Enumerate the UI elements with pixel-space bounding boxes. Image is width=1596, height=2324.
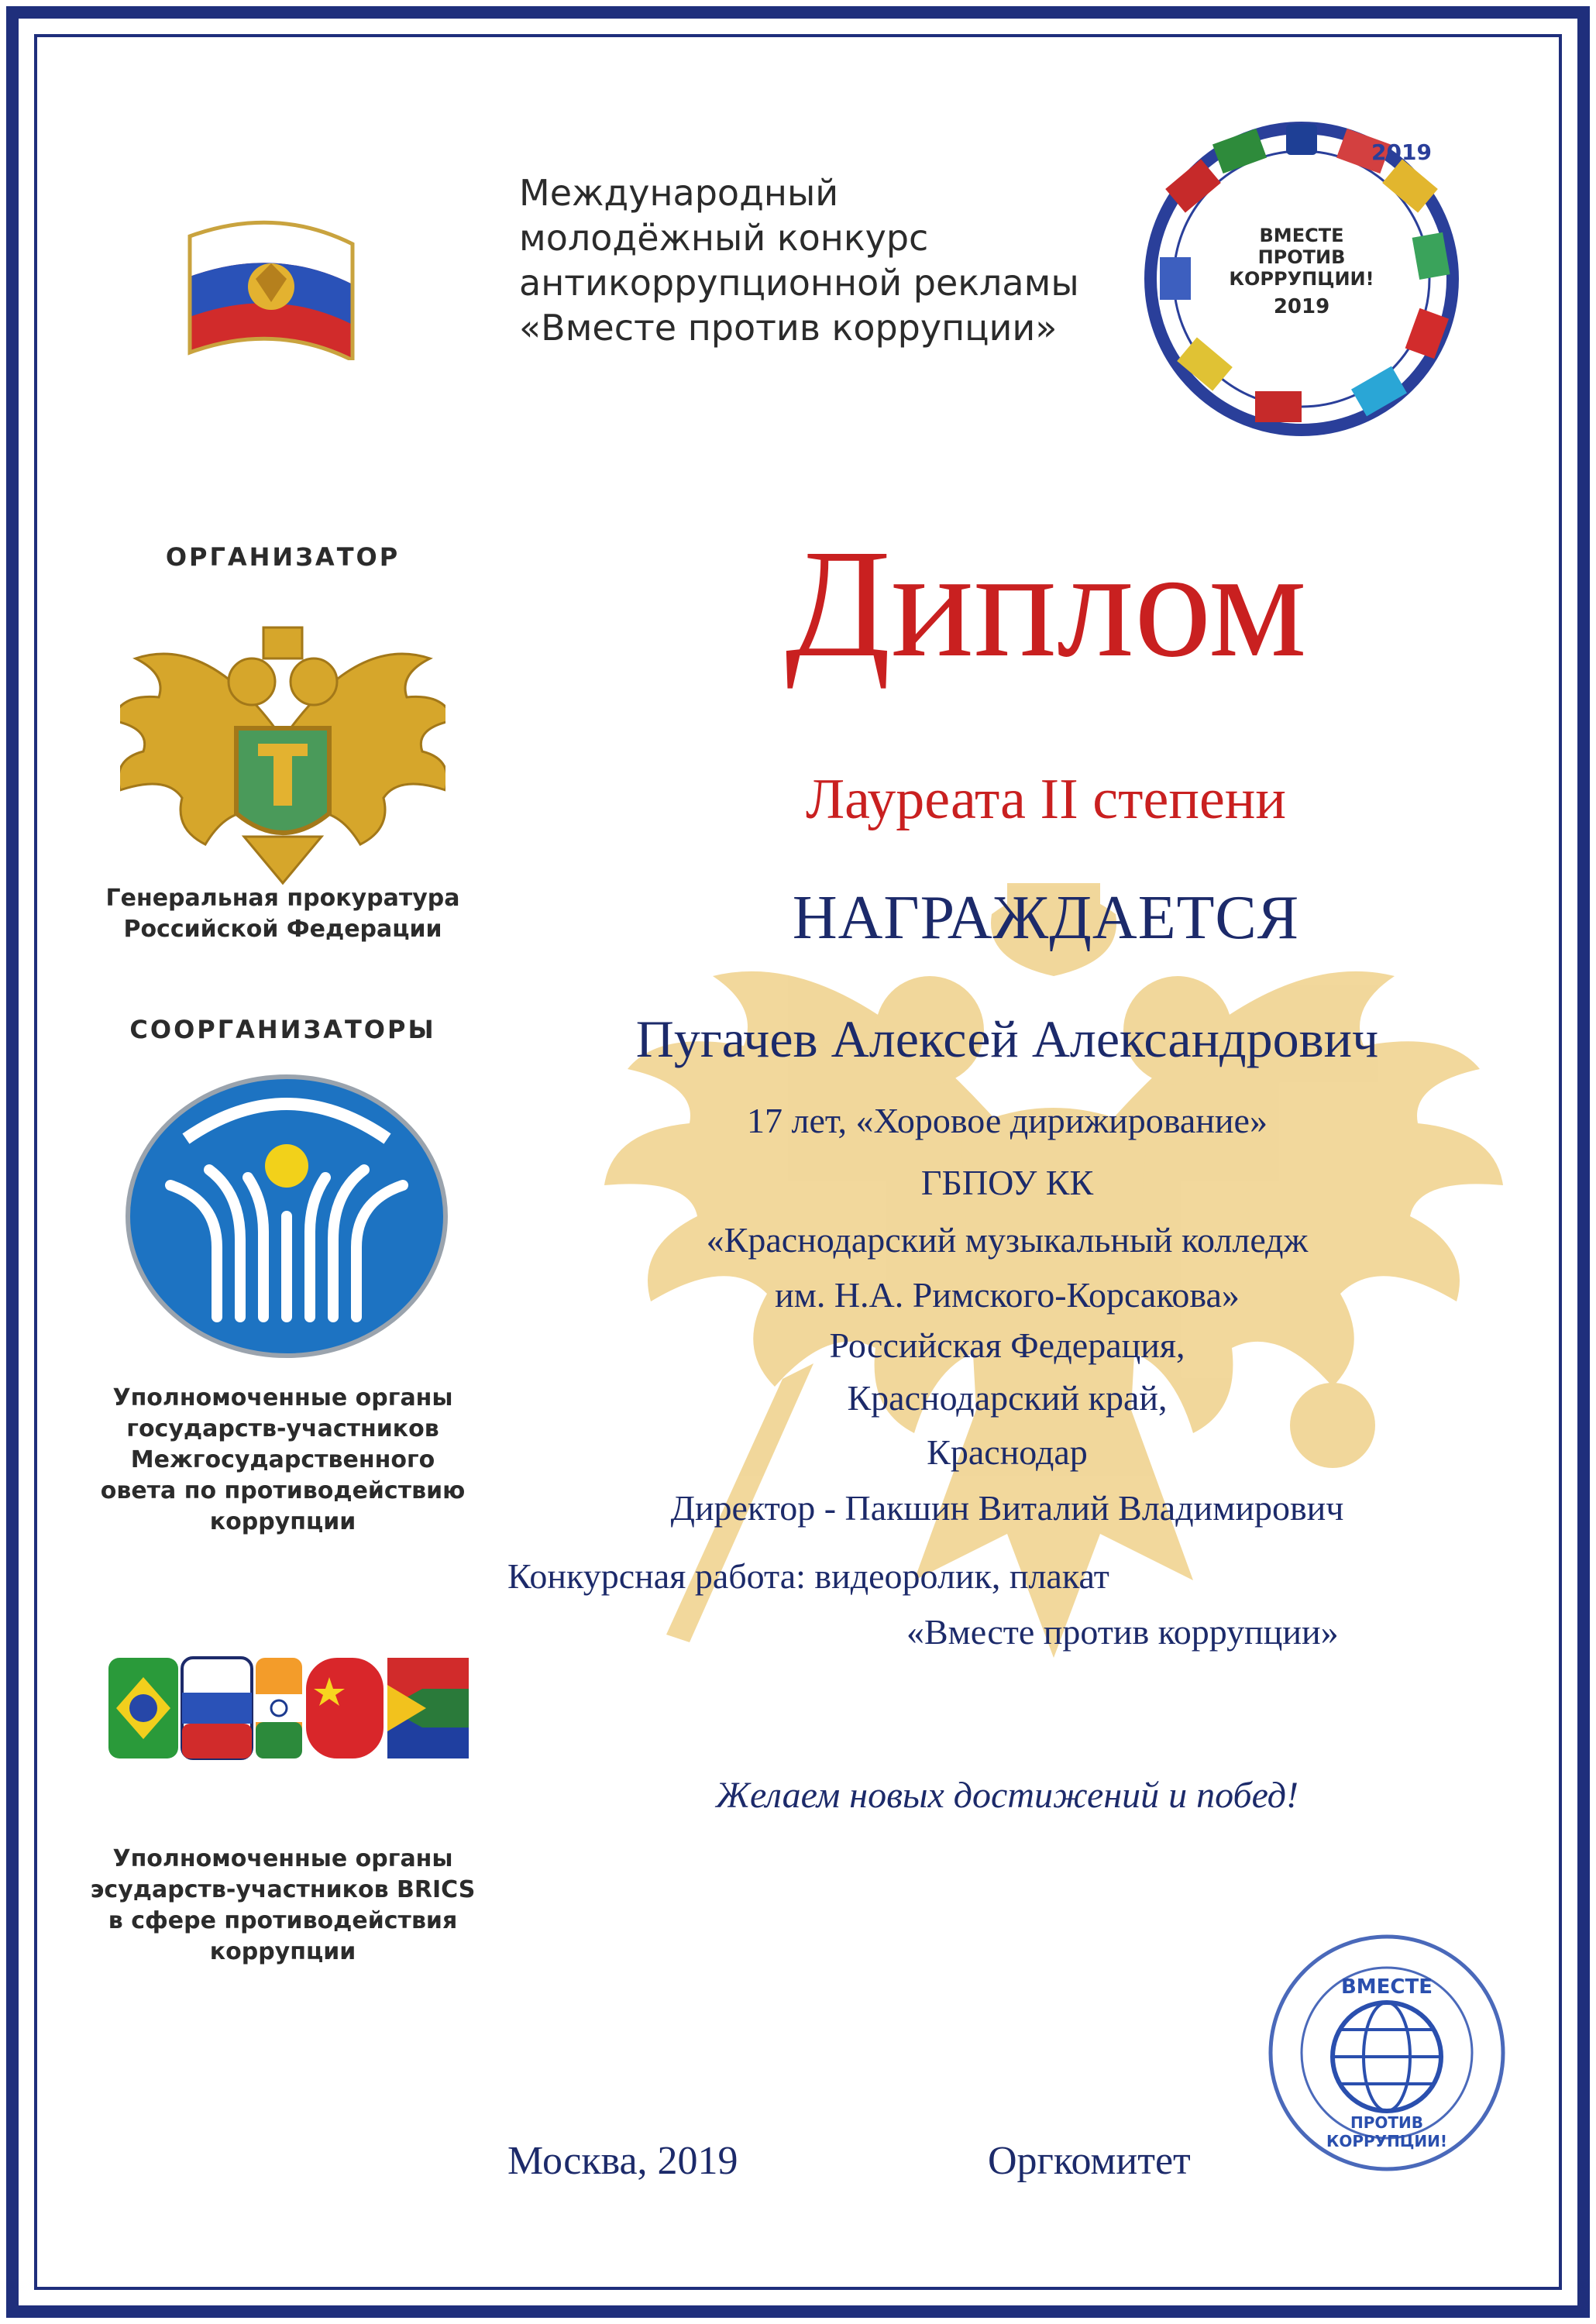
brics-caption-line: коррупции [209, 1938, 356, 1965]
cis-caption-line: государств-участников [126, 1415, 439, 1442]
cis-caption-line: коррупции [209, 1508, 356, 1535]
stamp-top-text: ВМЕСТЕ [1340, 1975, 1433, 1999]
organizer-caption [81, 883, 484, 945]
badge-center-line: КОРРУПЦИИ! [1229, 268, 1374, 290]
awarded-heading: НАГРАЖДАЕТСЯ [792, 884, 1300, 952]
committee-signature: Оргкомитет [988, 2139, 1191, 2183]
organizer-label: ОРГАНИЗАТОР [165, 542, 401, 572]
brics-caption-line: эсударств-участников BRICS [90, 1876, 476, 1903]
diploma-title: Диплом [785, 518, 1307, 689]
cis-caption-line: овета по противодействию [100, 1477, 466, 1504]
contest-title-line: антикоррупционной рекламы [519, 262, 1079, 304]
institution-line: Краснодарский край, [847, 1378, 1168, 1418]
director-line: Директор - Пакшин Виталий Владимирович [670, 1488, 1344, 1528]
institution-line: ГБПОУ КК [920, 1163, 1094, 1202]
badge-center-line: ВМЕСТЕ [1259, 225, 1344, 246]
contest-title-line: молодёжный конкурс [519, 217, 929, 259]
degree-subtitle: Лауреата II степени [805, 768, 1286, 831]
organizer-caption-line: Генеральная прокуратура [105, 885, 460, 912]
cis-emblem-icon [124, 1069, 449, 1363]
badge-year-top: 2019 [1371, 139, 1432, 165]
city-year: Москва, 2019 [507, 2139, 738, 2183]
contest-title [519, 170, 1216, 350]
coorganizers-label: СООРГАНИЗАТОРЫ [129, 1015, 436, 1044]
contest-title-line: Международный [519, 172, 839, 214]
brics-caption-line: в сфере противодействия [108, 1907, 458, 1934]
badge-center-line: ПРОТИВ [1257, 246, 1346, 268]
work-line-2: «Вместе против коррупции» [906, 1612, 1339, 1652]
russian-flag-pin-icon [174, 205, 368, 360]
contest-badge [1139, 116, 1464, 442]
contest-title-line: «Вместе против коррупции» [519, 307, 1058, 349]
institution-line: Краснодар [927, 1432, 1088, 1472]
brics-caption [81, 1844, 484, 1968]
recipient-name: Пугачев Алексей Александрович [635, 1009, 1379, 1068]
brics-logo-icon [108, 1650, 473, 1766]
cis-caption-line: Уполномоченные органы [112, 1384, 453, 1411]
institution-line: Российская Федерация, [829, 1325, 1185, 1365]
prosecutor-eagle-emblem-icon [120, 596, 445, 891]
institution-line: им. Н.А. Римского-Корсакова» [775, 1275, 1240, 1315]
brics-caption-line: Уполномоченные органы [112, 1845, 453, 1872]
contest-stamp [1263, 1929, 1511, 2177]
badge-year: 2019 [1273, 295, 1330, 318]
organizer-caption-line: Российской Федерации [123, 916, 442, 943]
cis-caption-line: Межгосударственного [130, 1446, 435, 1473]
age-category: 17 лет, «Хоровое дирижирование» [747, 1101, 1268, 1140]
stamp-bottom-text: ПРОТИВ КОРРУПЦИИ! [1326, 2113, 1447, 2150]
wish-line: Желаем новых достижений и побед! [715, 1775, 1299, 1816]
cis-caption [81, 1383, 484, 1538]
institution-line: «Краснодарский музыкальный колледж [706, 1220, 1309, 1260]
work-line-1: Конкурсная работа: видеоролик, плакат [507, 1556, 1109, 1596]
